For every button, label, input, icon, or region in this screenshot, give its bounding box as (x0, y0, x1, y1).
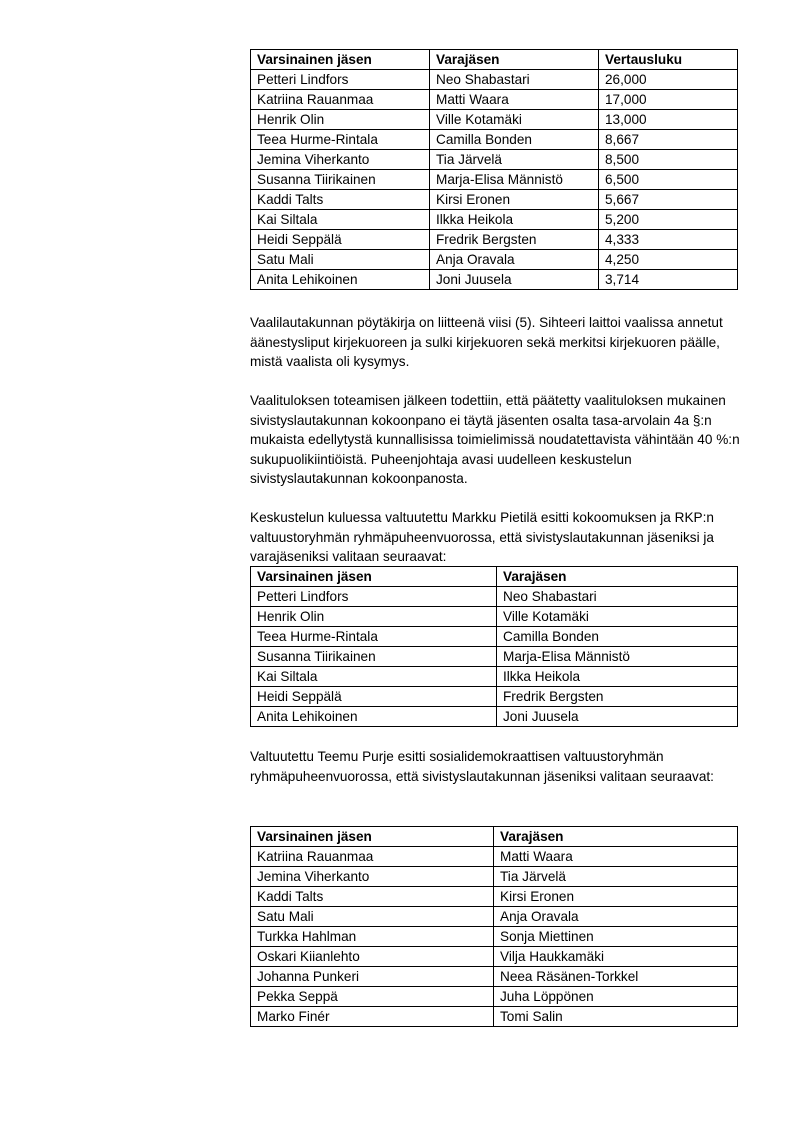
table-cell: Ilkka Heikola (430, 210, 599, 230)
table-cell: Satu Mali (251, 250, 430, 270)
column-header: Varajäsen (494, 827, 738, 847)
table-cell: Vilja Haukkamäki (494, 947, 738, 967)
kokoomus-proposal-table (250, 566, 738, 727)
column-header: Varsinainen jäsen (251, 50, 430, 70)
table-row (251, 110, 738, 130)
table-row (251, 647, 738, 667)
table-cell: Matti Waara (430, 90, 599, 110)
table-cell: Anita Lehikoinen (251, 707, 497, 727)
table-cell: Sonja Miettinen (494, 927, 738, 947)
table-cell: Satu Mali (251, 907, 494, 927)
table-cell: Kaddi Talts (251, 887, 494, 907)
table-cell: Neea Räsänen-Torkkel (494, 967, 738, 987)
table-cell: Turkka Hahlman (251, 927, 494, 947)
table-cell: 4,333 (599, 230, 738, 250)
table-row (251, 987, 738, 1007)
table-row (251, 967, 738, 987)
table-cell: Anita Lehikoinen (251, 270, 430, 290)
table-cell: Ville Kotamäki (497, 607, 738, 627)
table-cell: 3,714 (599, 270, 738, 290)
table-row (251, 150, 738, 170)
table-cell: Johanna Punkeri (251, 967, 494, 987)
table-cell: Susanna Tiirikainen (251, 170, 430, 190)
table-cell: Joni Juusela (430, 270, 599, 290)
table-cell: Marja-Elisa Männistö (430, 170, 599, 190)
table-row (251, 587, 738, 607)
table-cell: Fredrik Bergsten (430, 230, 599, 250)
table-cell: Jemina Viherkanto (251, 867, 494, 887)
table-cell: 17,000 (599, 90, 738, 110)
paragraph-sdp-proposal: Valtuutettu Teemu Purje esitti sosialidemokraattisen valtuustoryhmän ryhmäpuheenvuorossa, että sivistyslautakunnan jäseniksi valitaan seuraavat: (250, 749, 714, 784)
sdp-proposal-table (250, 826, 738, 1027)
table-cell: 8,667 (599, 130, 738, 150)
table-cell: Neo Shabastari (430, 70, 599, 90)
table-cell: Camilla Bonden (430, 130, 599, 150)
table-row (251, 90, 738, 110)
table-cell: 13,000 (599, 110, 738, 130)
table-cell: Matti Waara (494, 847, 738, 867)
table-row (251, 1007, 738, 1027)
table-row (251, 667, 738, 687)
table-row (251, 907, 738, 927)
table-cell: Anja Oravala (430, 250, 599, 270)
paragraph-minutes-attachment: Vaalilautakunnan pöytäkirja on liitteenä viisi (5). Sihteeri laittoi vaalissa annetut äänestysliput kirjekuoreen ja sulki kirjekuoren sekä merkitsi kirjekuoren päälle, mistä vaalista oli kysymys. (250, 315, 723, 369)
table-row (251, 887, 738, 907)
table-cell: Tia Järvelä (494, 867, 738, 887)
table-cell: Pekka Seppä (251, 987, 494, 1007)
table-cell: Teea Hurme-Rintala (251, 130, 430, 150)
column-header: Varajäsen (430, 50, 599, 70)
table-cell: Ville Kotamäki (430, 110, 599, 130)
table-row (251, 270, 738, 290)
table-row (251, 847, 738, 867)
table-cell: Juha Löppönen (494, 987, 738, 1007)
table-cell: Joni Juusela (497, 707, 738, 727)
table-cell: Kai Siltala (251, 210, 430, 230)
table-row (251, 230, 738, 250)
table-cell: Petteri Lindfors (251, 587, 497, 607)
paragraph-kokoomus-proposal: Keskustelun kuluessa valtuutettu Markku Pietilä esitti kokoomuksen ja RKP:n valtuustoryhmän ryhmäpuheenvuorossa, että sivistyslautakunnan jäseniksi ja varajäseniksi valitaan seuraavat: (250, 510, 714, 564)
table-header-row (251, 50, 738, 70)
table-cell: 8,500 (599, 150, 738, 170)
table-cell: Camilla Bonden (497, 627, 738, 647)
table-row (251, 707, 738, 727)
table-row (251, 130, 738, 150)
table-row (251, 947, 738, 967)
table-cell: 6,500 (599, 170, 738, 190)
table-cell: Kaddi Talts (251, 190, 430, 210)
column-header: Varsinainen jäsen (251, 567, 497, 587)
column-header: Varajäsen (497, 567, 738, 587)
table-header-row (251, 567, 738, 587)
table-row (251, 687, 738, 707)
table-cell: Petteri Lindfors (251, 70, 430, 90)
column-header: Vertausluku (599, 50, 738, 70)
table-cell: Heidi Seppälä (251, 230, 430, 250)
table-cell: 5,667 (599, 190, 738, 210)
table-cell: Kirsi Eronen (430, 190, 599, 210)
table-row (251, 607, 738, 627)
table-row (251, 170, 738, 190)
table-row (251, 627, 738, 647)
vertausluku-table (250, 49, 738, 290)
table-header-row (251, 827, 738, 847)
table-row (251, 250, 738, 270)
table-cell: 5,200 (599, 210, 738, 230)
table-row (251, 190, 738, 210)
paragraph-gender-quota: Vaalituloksen toteamisen jälkeen todettiin, että päätetty vaalituloksen mukainen sivistyslautakunnan kokoonpano ei täytä jäsenten osalta tasa-arvolain 4a §:n mukaista edellytystä kunnallisissa toimielimissä noudatettavista vähintään 40 %:n sukupuolikiintiöistä. Puheenjohtaja avasi uudelleen keskustelun sivistyslautakunnan kokoonpanosta. (250, 393, 740, 486)
table-cell: Neo Shabastari (497, 587, 738, 607)
table-cell: 4,250 (599, 250, 738, 270)
table-row (251, 210, 738, 230)
table-cell: Katriina Rauanmaa (251, 90, 430, 110)
table-cell: Kai Siltala (251, 667, 497, 687)
table-cell: Tia Järvelä (430, 150, 599, 170)
table-cell: Katriina Rauanmaa (251, 847, 494, 867)
table-cell: Marko Finér (251, 1007, 494, 1027)
table-row (251, 927, 738, 947)
table-cell: Heidi Seppälä (251, 687, 497, 707)
table-cell: Teea Hurme-Rintala (251, 627, 497, 647)
table-row (251, 70, 738, 90)
table-cell: Fredrik Bergsten (497, 687, 738, 707)
table-cell: Susanna Tiirikainen (251, 647, 497, 667)
table-cell: Oskari Kiianlehto (251, 947, 494, 967)
table-row (251, 867, 738, 887)
table-cell: Ilkka Heikola (497, 667, 738, 687)
table-cell: Tomi Salin (494, 1007, 738, 1027)
table-cell: 26,000 (599, 70, 738, 90)
column-header: Varsinainen jäsen (251, 827, 494, 847)
table-cell: Marja-Elisa Männistö (497, 647, 738, 667)
table-cell: Henrik Olin (251, 110, 430, 130)
table-cell: Henrik Olin (251, 607, 497, 627)
table-cell: Jemina Viherkanto (251, 150, 430, 170)
table-cell: Kirsi Eronen (494, 887, 738, 907)
table-cell: Anja Oravala (494, 907, 738, 927)
